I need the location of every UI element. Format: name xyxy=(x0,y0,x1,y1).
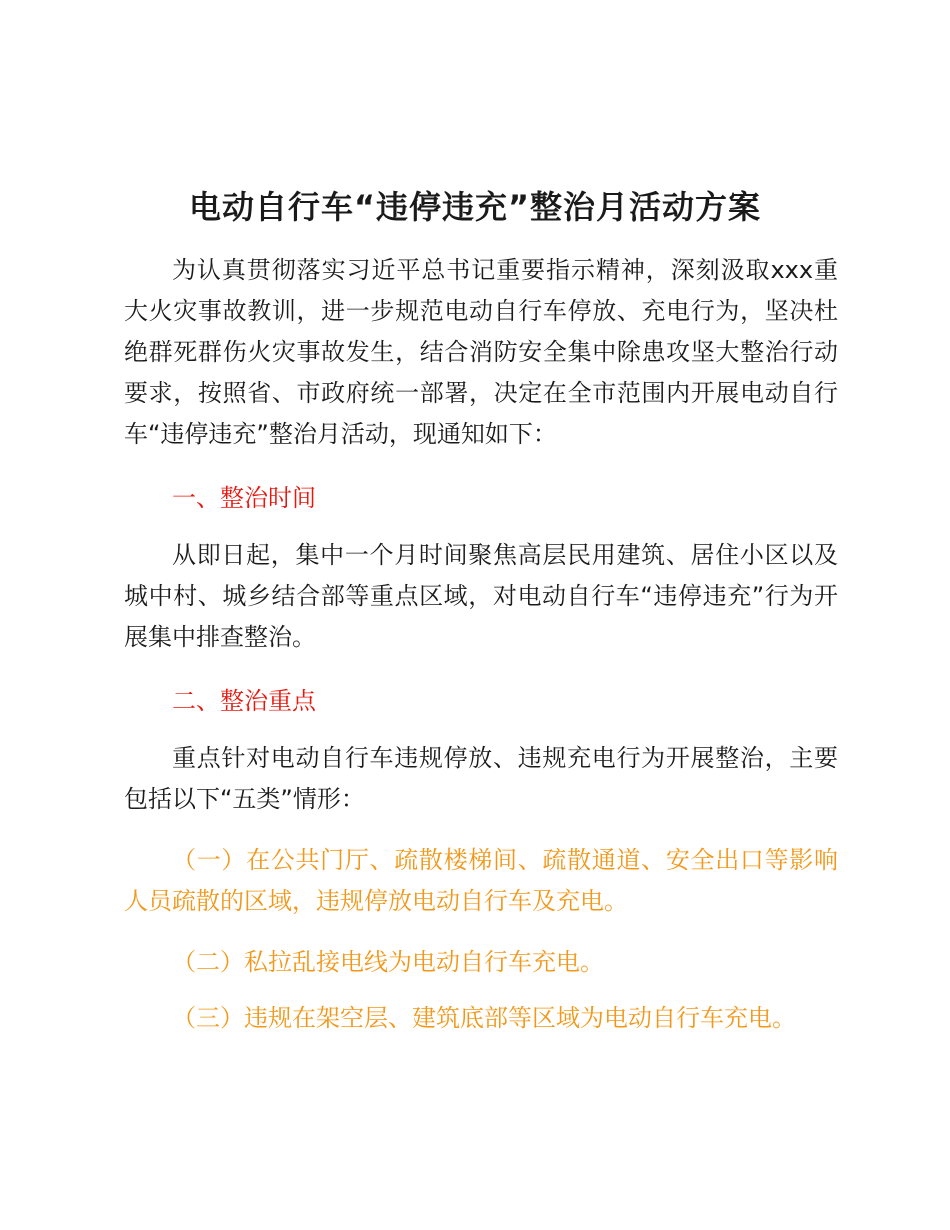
intro-paragraph: 为认真贯彻落实习近平总书记重要指示精神，深刻汲取xxx重大火灾事故教训，进一步规范电动自行车停放、充电行为，坚决杜绝群死群伤火灾事故发生，结合消防安全集中除患攻坚大整治行动要求，按照省、市政府统一部署，决定在全市范围内开展电动自行车“违停违充”整治月活动，现通知如下： xyxy=(124,256,838,448)
list-item-3: （三）违规在架空层、建筑底部等区域为电动自行车充电。 xyxy=(172,1004,796,1032)
list-item-1: （一）在公共门厅、疏散楼梯间、疏散通道、安全出口等影响人员疏散的区域，违规停放电动自行车及充电。 xyxy=(124,846,838,915)
section-heading-time: 一、整治时间 xyxy=(172,484,316,512)
section-heading-focus: 二、整治重点 xyxy=(172,687,316,715)
document-title: 电动自行车“违停违充”整治月活动方案 xyxy=(188,188,762,226)
section-body-time: 从即日起，集中一个月时间聚焦高层民用建筑、居住小区以及城中村、城乡结合部等重点区域，对电动自行车“违停违充”行为开展集中排查整治。 xyxy=(124,541,838,651)
section-body-focus: 重点针对电动自行车违规停放、违规充电行为开展整治，主要包括以下“五类”情形： xyxy=(124,744,838,813)
list-item-2: （二）私拉乱接电线为电动自行车充电。 xyxy=(172,948,604,976)
